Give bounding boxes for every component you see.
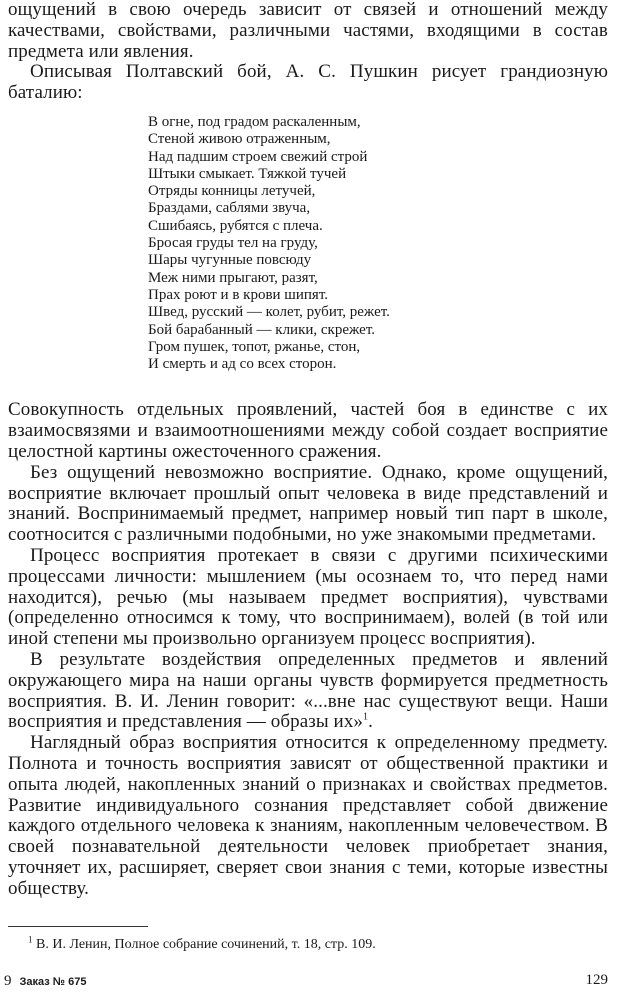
poem-line: Меж ними прыгают, разят, bbox=[148, 269, 318, 286]
paragraph-intro-poem: Описывая Полтавский бой, А. С. Пушкин рисует грандиозную баталию: bbox=[8, 61, 608, 104]
paragraph-perception-process: Процесс восприятия протекает в связи с другими психическими процессами личности: мышлением (мы осознаем то, что перед нами находится), речью (мы называем предмет восприятия), чувствами (определенно относимся к тому, что воспринимаем), волей (в той или иной степени мы произвольно организуем процесс восприятия). bbox=[8, 545, 608, 650]
poem-line: Швед, русский — колет, рубит, режет. bbox=[148, 304, 390, 321]
signature-number: 9 bbox=[4, 973, 12, 989]
poem-line: Стеной живою отраженным, bbox=[148, 131, 331, 148]
poem-line: Бросая груды тел на груду, bbox=[148, 235, 318, 252]
lenin-quote-tail: . bbox=[368, 711, 373, 733]
signature-order: Заказ № 675 bbox=[19, 976, 87, 988]
paragraph-continued: ощущений в свою очередь зависит от связей и отношений между качествами, свойствами, различными частями, входящими в состав предмета или явления. bbox=[8, 0, 608, 62]
poem-quote bbox=[148, 114, 608, 373]
poem-line: Браздами, саблями звуча, bbox=[148, 200, 311, 217]
footnote-text: В. И. Ленин, Полное собрание сочинений, т. 18, стр. 109. bbox=[36, 937, 376, 952]
poem-line: И смерть и ад со всех сторон. bbox=[148, 356, 337, 373]
printer-signature bbox=[4, 973, 86, 990]
footnote-mark: 1 bbox=[28, 934, 33, 945]
paragraph-lenin-quote bbox=[8, 650, 608, 733]
paragraph-visual-image: Наглядный образ восприятия относится к определенному предмету. Полнота и точность восприятия зависят от общественной практики и опыта людей, накопленных знаний о признаках и свойствах предметов. Развитие индивидуального сознания представляет собой движение каждого отдельного человека к знаниям, накопленным человечеством. В своей познавательной деятельности человек приобретает знания, уточняет их, расширяет, сверяет свои знания с теми, которые известны обществу. bbox=[8, 732, 608, 899]
paragraph-no-sensations: Без ощущений невозможно восприятие. Однако, кроме ощущений, восприятие включает прошлый опыт человека в виде представлений и знаний. Воспринимаемый предмет, например новый тип парт в школе, соотносится с различными подобными, но уже знакомыми предметами. bbox=[8, 461, 608, 546]
poem-line: Штыки смыкает. Тяжкой тучей bbox=[148, 165, 347, 182]
poem-line: Над падшим строем свежий строй bbox=[148, 148, 368, 165]
paragraph-totality: Совокупность отдельных проявлений, частей боя в единстве с их взаимосвязями и взаимоотношениями между собой создает восприятие целостной картины ожесточенного сражения. bbox=[8, 399, 608, 463]
lenin-quote-text: В результате воздействия определенных предметов и явлений окружающего мира на наши органы чувств формируется предметность восприятия. В. И. Ленин говорит: «...вне нас существуют вещи. Наши восприятия и представления — образы их» bbox=[8, 649, 608, 733]
poem-line: Гром пушек, топот, ржанье, стон, bbox=[148, 338, 361, 355]
page-number: 129 bbox=[585, 972, 608, 988]
footnote-reference: 1 bbox=[363, 712, 369, 724]
poem-line: Шары чугунные повсюду bbox=[148, 252, 312, 269]
poem-line: В огне, под градом раскаленным, bbox=[148, 113, 361, 130]
poem-line: Бой барабанный — клики, скрежет. bbox=[148, 321, 376, 338]
poem-line: Сшибаясь, рубятся с плеча. bbox=[148, 217, 323, 234]
poem-line: Отряды конницы летучей, bbox=[148, 183, 316, 200]
footnote bbox=[28, 934, 376, 953]
footnote-divider bbox=[8, 926, 148, 927]
poem-line: Прах роют и в крови шипят. bbox=[148, 286, 328, 303]
